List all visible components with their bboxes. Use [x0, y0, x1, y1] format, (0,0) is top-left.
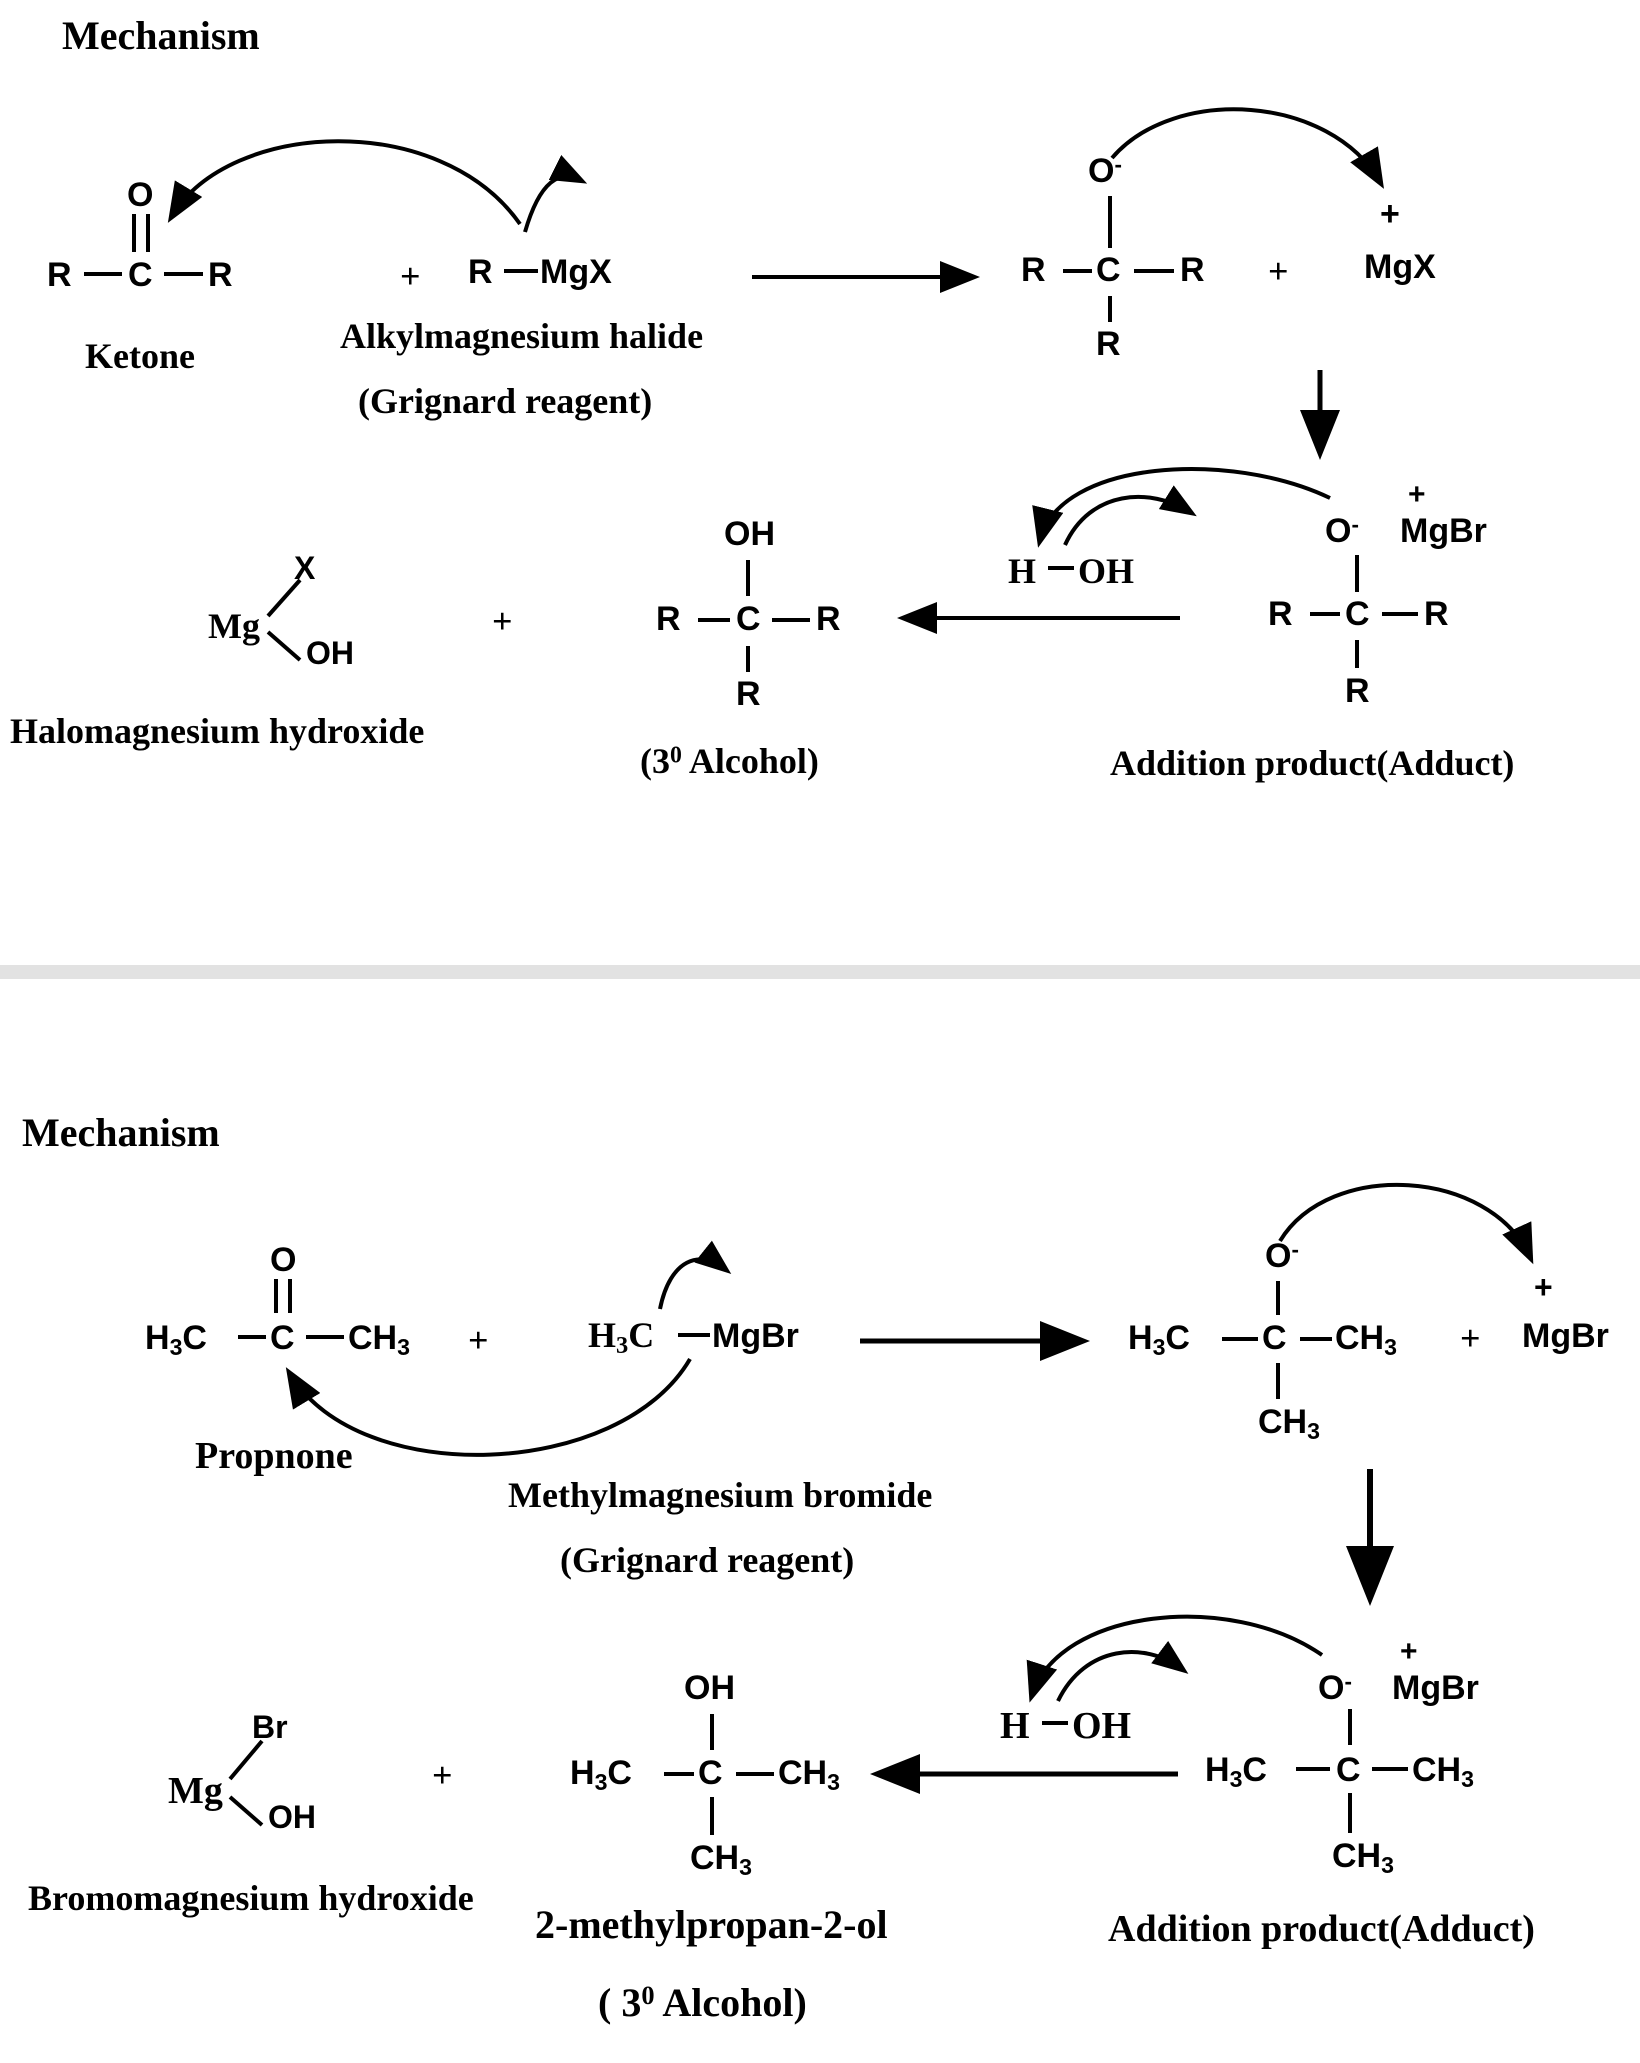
water-oh: OH	[1078, 551, 1135, 591]
byproduct-x: X	[294, 550, 316, 586]
intermediate-mgx: MgX	[1364, 248, 1436, 286]
panel2-plus-1: +	[468, 1320, 489, 1360]
mechanism-panel-specific	[0, 979, 1640, 2063]
intermediate-bottom-r: R	[1096, 325, 1121, 363]
intermediate-carbon: C	[1096, 251, 1121, 289]
adduct2-right: $CH_3$	[1412, 1751, 1474, 1792]
alcohol2-bottom: $CH_3$	[690, 1839, 752, 1880]
adduct-label: Addition product(Adduct)	[1110, 743, 1515, 783]
panel2-plus-2: +	[1460, 1318, 1481, 1358]
adduct-mgbr: MgBr	[1400, 512, 1487, 550]
byproduct2-br: Br	[252, 1709, 288, 1745]
grignard2-label: Methylmagnesium bromide	[508, 1475, 933, 1515]
panel-title: Mechanism	[62, 13, 260, 58]
plus-sign-3: +	[492, 601, 513, 641]
byproduct-oh: OH	[306, 635, 354, 671]
grignard-label: Alkylmagnesium halide	[340, 316, 704, 356]
plus-sign-1: +	[400, 256, 421, 296]
alcohol2-carbon: C	[698, 1754, 723, 1792]
alcohol-bottom-r: R	[736, 675, 761, 713]
adduct-left-r: R	[1268, 595, 1293, 633]
byproduct2-oh: OH	[268, 1799, 316, 1835]
grignard2-mgbr: MgBr	[712, 1317, 799, 1355]
panel1-bonds-arrows	[0, 0, 1640, 965]
water2-oh: OH	[1072, 1705, 1132, 1747]
adduct2-carbon: C	[1336, 1751, 1361, 1789]
intermediate2-mgbr: MgBr	[1522, 1317, 1609, 1355]
byproduct2-mg: Mg	[168, 1770, 223, 1812]
ketone-label: Ketone	[85, 336, 195, 376]
intermediate2-right: $CH_3$	[1335, 1319, 1397, 1360]
alcohol-carbon: C	[736, 600, 761, 638]
intermediate2-left: $H_3C$	[1128, 1319, 1190, 1360]
alcohol-right-r: R	[816, 600, 841, 638]
adduct-oxygen: O-	[1325, 512, 1359, 551]
adduct2-oxygen: O-	[1318, 1669, 1352, 1708]
propanone-label: Propnone	[195, 1435, 353, 1477]
byproduct2-label: Bromomagnesium hydroxide	[28, 1878, 474, 1918]
panel-divider	[0, 965, 1640, 979]
intermediate2-carbon: C	[1262, 1319, 1287, 1357]
ketone-right-r: R	[208, 256, 233, 294]
adduct2-label: Addition product(Adduct)	[1108, 1908, 1535, 1950]
alcohol2-oh: OH	[684, 1669, 735, 1707]
alcohol-oh: OH	[724, 515, 775, 553]
propanone-left: $H_3C$	[145, 1319, 207, 1360]
water-h: H	[1008, 551, 1037, 591]
adduct2-left: $H_3C$	[1205, 1751, 1267, 1792]
grignard-r: R	[468, 253, 493, 291]
propanone-right: $CH_3$	[348, 1319, 410, 1360]
panel2-title: Mechanism	[22, 1110, 220, 1155]
ketone-carbon: C	[128, 256, 153, 294]
adduct-mgbr-charge: +	[1408, 478, 1426, 511]
adduct2-mgbr-charge: +	[1400, 1635, 1418, 1668]
water2-h: H	[1000, 1705, 1030, 1747]
alcohol2-right: $CH_3$	[778, 1754, 840, 1795]
adduct2-bottom: $CH_3$	[1332, 1837, 1394, 1878]
propanone-carbon: C	[270, 1319, 295, 1357]
alcohol2-label: 2-methylpropan-2-ol	[535, 1902, 888, 1947]
alcohol2-left: $H_3C$	[570, 1754, 632, 1795]
intermediate2-bottom: $CH_3$	[1258, 1403, 1320, 1444]
propanone-oxygen: O	[270, 1241, 297, 1279]
intermediate-left-r: R	[1021, 251, 1046, 289]
grignard-mgx: MgX	[540, 253, 612, 291]
alcohol-left-r: R	[656, 600, 681, 638]
intermediate-mgx-charge: +	[1380, 195, 1400, 233]
ketone-oxygen: O	[127, 176, 154, 214]
intermediate2-mgbr-charge: +	[1534, 1269, 1553, 1305]
intermediate2-oxygen: O-	[1265, 1237, 1299, 1276]
grignard2-sublabel: (Grignard reagent)	[560, 1540, 855, 1580]
adduct-bottom-r: R	[1345, 672, 1370, 710]
grignard-sublabel: (Grignard reagent)	[358, 381, 653, 421]
mechanism-panel-general	[0, 0, 1640, 965]
intermediate-oxygen: O-	[1088, 152, 1122, 191]
ketone-left-r: R	[47, 256, 72, 294]
plus-sign-2: +	[1268, 251, 1289, 291]
intermediate-right-r: R	[1180, 251, 1205, 289]
byproduct-label: Halomagnesium hydroxide	[10, 711, 425, 751]
byproduct-mg: Mg	[208, 606, 260, 646]
grignard2-left: $H_3C$	[588, 1315, 655, 1360]
panel2-plus-3: +	[432, 1755, 453, 1795]
adduct2-mgbr: MgBr	[1392, 1669, 1479, 1707]
adduct-carbon: C	[1345, 595, 1370, 633]
alcohol2-class-label: ( $3^0$ Alcohol)	[598, 1980, 807, 2025]
alcohol-label: ($3^0$ Alcohol)	[640, 741, 819, 781]
adduct-right-r: R	[1424, 595, 1449, 633]
